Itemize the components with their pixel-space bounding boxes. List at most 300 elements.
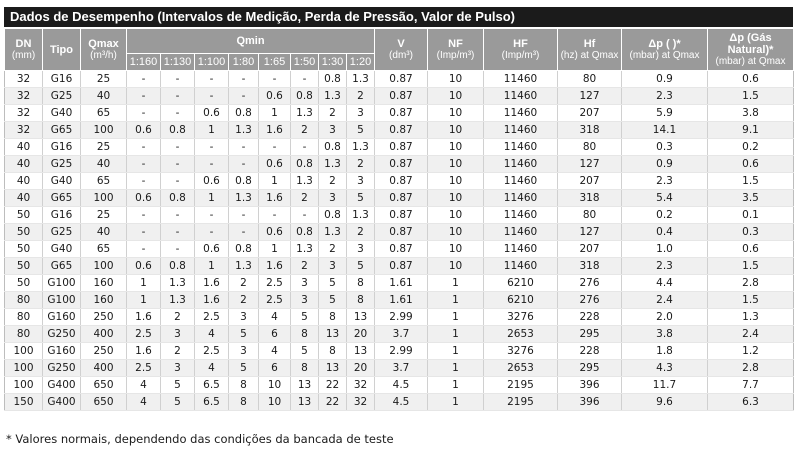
cell-pressure-loss: 3.8 <box>622 326 708 343</box>
cell-pressure-loss: 2.3 <box>622 258 708 275</box>
cell-v: 0.87 <box>375 156 428 173</box>
cell-v: 1.61 <box>375 292 428 309</box>
cell-qmin: - <box>259 71 291 88</box>
cell-qmin: 2.5 <box>127 360 161 377</box>
cell-qmin: - <box>291 139 319 156</box>
cell-pressure-loss-gas: 1.5 <box>708 88 794 105</box>
cell-qmin: - <box>195 224 229 241</box>
cell-tipo: G16 <box>43 139 81 156</box>
cell-tipo: G250 <box>43 360 81 377</box>
cell-hf-frequency: 207 <box>558 241 622 258</box>
table-row <box>5 343 794 360</box>
cell-qmin: 8 <box>229 394 259 411</box>
cell-hf-frequency: 207 <box>558 173 622 190</box>
cell-hf: 11460 <box>484 139 558 156</box>
cell-hf: 2195 <box>484 377 558 394</box>
cell-pressure-loss: 0.9 <box>622 156 708 173</box>
cell-tipo: G16 <box>43 207 81 224</box>
cell-nf: 1 <box>428 394 484 411</box>
table-row <box>5 394 794 411</box>
cell-pressure-loss: 0.3 <box>622 139 708 156</box>
cell-qmin: 1.3 <box>347 139 375 156</box>
cell-qmin: 8 <box>291 360 319 377</box>
cell-qmax: 100 <box>81 122 127 139</box>
header-nf: NF (Imp/m³) <box>428 29 484 71</box>
cell-qmin: 6 <box>259 360 291 377</box>
cell-dn: 50 <box>5 224 43 241</box>
cell-qmin: 4 <box>127 394 161 411</box>
cell-pressure-loss: 11.7 <box>622 377 708 394</box>
cell-qmin: 2 <box>319 241 347 258</box>
cell-qmax: 100 <box>81 258 127 275</box>
cell-tipo: G40 <box>43 105 81 122</box>
cell-qmin: 13 <box>347 343 375 360</box>
cell-dn: 80 <box>5 309 43 326</box>
cell-qmin: 5 <box>291 309 319 326</box>
cell-qmax: 25 <box>81 71 127 88</box>
cell-hf: 11460 <box>484 88 558 105</box>
cell-v: 0.87 <box>375 122 428 139</box>
cell-qmin: 1.3 <box>347 207 375 224</box>
cell-qmin: 1 <box>259 173 291 190</box>
header-qmin-ratio: 1:50 <box>291 54 319 71</box>
cell-qmin: 0.6 <box>127 258 161 275</box>
cell-qmin: - <box>127 88 161 105</box>
cell-pressure-loss-gas: 0.6 <box>708 156 794 173</box>
cell-qmin: - <box>195 71 229 88</box>
cell-qmin: 1.6 <box>127 343 161 360</box>
cell-hf: 3276 <box>484 343 558 360</box>
cell-hf-frequency: 318 <box>558 122 622 139</box>
cell-pressure-loss-gas: 0.1 <box>708 207 794 224</box>
cell-v: 0.87 <box>375 105 428 122</box>
cell-qmin: 3 <box>319 258 347 275</box>
cell-hf: 11460 <box>484 190 558 207</box>
cell-qmax: 160 <box>81 275 127 292</box>
cell-pressure-loss: 1.8 <box>622 343 708 360</box>
cell-qmin: 1.3 <box>229 190 259 207</box>
cell-qmin: 2 <box>161 309 195 326</box>
cell-pressure-loss: 5.4 <box>622 190 708 207</box>
cell-hf: 11460 <box>484 258 558 275</box>
cell-nf: 1 <box>428 292 484 309</box>
cell-tipo: G400 <box>43 394 81 411</box>
cell-hf-frequency: 127 <box>558 224 622 241</box>
table-row <box>5 88 794 105</box>
cell-qmin: 22 <box>319 394 347 411</box>
cell-qmin: 0.8 <box>319 139 347 156</box>
cell-pressure-loss-gas: 1.5 <box>708 292 794 309</box>
cell-hf: 11460 <box>484 241 558 258</box>
cell-nf: 10 <box>428 207 484 224</box>
cell-qmin: 2 <box>291 190 319 207</box>
cell-qmin: 5 <box>229 326 259 343</box>
cell-qmax: 400 <box>81 326 127 343</box>
cell-hf: 3276 <box>484 309 558 326</box>
cell-tipo: G25 <box>43 156 81 173</box>
cell-qmin: 2 <box>291 258 319 275</box>
cell-qmin: - <box>229 207 259 224</box>
header-qmax: Qmax (m³/h) <box>81 29 127 71</box>
cell-tipo: G25 <box>43 224 81 241</box>
cell-pressure-loss: 0.9 <box>622 71 708 88</box>
cell-hf-frequency: 207 <box>558 105 622 122</box>
cell-v: 3.7 <box>375 326 428 343</box>
cell-qmax: 65 <box>81 241 127 258</box>
cell-hf: 11460 <box>484 71 558 88</box>
cell-hf-frequency: 318 <box>558 258 622 275</box>
cell-qmin: 2.5 <box>195 343 229 360</box>
cell-hf: 6210 <box>484 275 558 292</box>
cell-tipo: G40 <box>43 241 81 258</box>
cell-hf-frequency: 80 <box>558 139 622 156</box>
cell-qmin: 22 <box>319 377 347 394</box>
cell-qmin: 0.6 <box>195 105 229 122</box>
cell-qmin: 20 <box>347 360 375 377</box>
cell-dn: 32 <box>5 122 43 139</box>
cell-qmin: - <box>259 139 291 156</box>
cell-qmax: 250 <box>81 309 127 326</box>
cell-qmin: 8 <box>319 309 347 326</box>
cell-nf: 10 <box>428 173 484 190</box>
cell-qmin: - <box>161 156 195 173</box>
cell-tipo: G40 <box>43 173 81 190</box>
cell-dn: 50 <box>5 207 43 224</box>
cell-qmin: 1.6 <box>259 258 291 275</box>
cell-nf: 10 <box>428 105 484 122</box>
cell-dn: 80 <box>5 326 43 343</box>
cell-qmin: 2 <box>161 343 195 360</box>
cell-qmin: 0.6 <box>127 190 161 207</box>
cell-qmin: 1 <box>127 292 161 309</box>
cell-qmin: 2 <box>347 224 375 241</box>
cell-qmax: 100 <box>81 190 127 207</box>
cell-hf: 11460 <box>484 122 558 139</box>
cell-hf-frequency: 127 <box>558 88 622 105</box>
cell-nf: 1 <box>428 343 484 360</box>
cell-qmin: 5 <box>161 377 195 394</box>
cell-pressure-loss-gas: 1.5 <box>708 258 794 275</box>
table-row <box>5 360 794 377</box>
cell-dn: 80 <box>5 292 43 309</box>
cell-hf: 2653 <box>484 360 558 377</box>
cell-nf: 10 <box>428 71 484 88</box>
cell-v: 4.5 <box>375 394 428 411</box>
cell-dn: 50 <box>5 275 43 292</box>
cell-qmin: 2.5 <box>127 326 161 343</box>
cell-qmin: 1 <box>195 258 229 275</box>
cell-tipo: G250 <box>43 326 81 343</box>
cell-qmax: 250 <box>81 343 127 360</box>
cell-v: 2.99 <box>375 343 428 360</box>
cell-qmin: 2.5 <box>195 309 229 326</box>
cell-dn: 40 <box>5 190 43 207</box>
cell-hf: 11460 <box>484 224 558 241</box>
cell-qmin: 0.6 <box>195 241 229 258</box>
cell-hf-frequency: 396 <box>558 377 622 394</box>
cell-qmax: 400 <box>81 360 127 377</box>
cell-hf: 11460 <box>484 156 558 173</box>
cell-qmax: 65 <box>81 105 127 122</box>
cell-qmin: 3 <box>347 241 375 258</box>
header-hf-frequency: Hf (hz) at Qmax <box>558 29 622 71</box>
cell-qmin: 1 <box>259 241 291 258</box>
cell-dn: 32 <box>5 105 43 122</box>
cell-qmax: 65 <box>81 173 127 190</box>
cell-qmin: 32 <box>347 394 375 411</box>
cell-hf-frequency: 80 <box>558 207 622 224</box>
cell-dn: 40 <box>5 139 43 156</box>
header-qmin-ratio: 1:30 <box>319 54 347 71</box>
header-pressure-loss: Δp ( )* (mbar) at Qmax <box>622 29 708 71</box>
cell-qmin: 13 <box>291 377 319 394</box>
header-tipo: Tipo <box>43 29 81 71</box>
cell-qmin: 8 <box>291 326 319 343</box>
cell-qmin: 1.3 <box>319 224 347 241</box>
cell-qmin: 13 <box>347 309 375 326</box>
cell-pressure-loss: 2.4 <box>622 292 708 309</box>
cell-qmin: 10 <box>259 394 291 411</box>
cell-qmin: 5 <box>347 258 375 275</box>
cell-qmin: 0.8 <box>161 258 195 275</box>
header-qmin-ratio: 1:80 <box>229 54 259 71</box>
cell-nf: 1 <box>428 377 484 394</box>
cell-pressure-loss: 2.3 <box>622 88 708 105</box>
table-row <box>5 139 794 156</box>
cell-tipo: G100 <box>43 275 81 292</box>
cell-qmin: 20 <box>347 326 375 343</box>
table-row <box>5 326 794 343</box>
cell-qmin: 1.3 <box>229 258 259 275</box>
cell-pressure-loss-gas: 1.5 <box>708 173 794 190</box>
cell-tipo: G65 <box>43 190 81 207</box>
cell-qmin: 1 <box>127 275 161 292</box>
cell-qmin: - <box>195 156 229 173</box>
cell-qmax: 650 <box>81 394 127 411</box>
cell-qmax: 40 <box>81 88 127 105</box>
table-body <box>5 71 794 411</box>
cell-qmin: 0.8 <box>161 190 195 207</box>
table-row <box>5 275 794 292</box>
cell-hf-frequency: 318 <box>558 190 622 207</box>
cell-qmin: 4 <box>195 360 229 377</box>
cell-qmin: 4 <box>127 377 161 394</box>
cell-qmin: 2.5 <box>259 292 291 309</box>
cell-qmin: - <box>127 105 161 122</box>
cell-qmax: 40 <box>81 224 127 241</box>
cell-nf: 1 <box>428 326 484 343</box>
cell-qmin: 3 <box>291 292 319 309</box>
cell-qmin: 13 <box>319 326 347 343</box>
cell-pressure-loss-gas: 1.2 <box>708 343 794 360</box>
cell-tipo: G25 <box>43 88 81 105</box>
cell-v: 1.61 <box>375 275 428 292</box>
cell-pressure-loss-gas: 6.3 <box>708 394 794 411</box>
cell-nf: 10 <box>428 190 484 207</box>
cell-dn: 32 <box>5 88 43 105</box>
cell-qmin: - <box>127 173 161 190</box>
cell-qmin: 2.5 <box>259 275 291 292</box>
table-row <box>5 224 794 241</box>
cell-dn: 50 <box>5 258 43 275</box>
cell-pressure-loss: 2.0 <box>622 309 708 326</box>
header-qmin-ratio: 1:100 <box>195 54 229 71</box>
cell-nf: 10 <box>428 224 484 241</box>
cell-qmin: 0.6 <box>259 224 291 241</box>
cell-pressure-loss-gas: 0.3 <box>708 224 794 241</box>
table-title: Dados de Desempenho (Intervalos de Medição, Perda de Pressão, Valor de Pulso) <box>4 7 793 27</box>
cell-hf-frequency: 295 <box>558 360 622 377</box>
cell-tipo: G400 <box>43 377 81 394</box>
cell-qmin: - <box>229 224 259 241</box>
cell-qmin: 0.6 <box>127 122 161 139</box>
cell-qmin: 0.8 <box>319 207 347 224</box>
cell-hf: 2653 <box>484 326 558 343</box>
cell-pressure-loss: 5.9 <box>622 105 708 122</box>
cell-dn: 32 <box>5 71 43 88</box>
table-row <box>5 71 794 88</box>
header-qmin-ratio: 1:20 <box>347 54 375 71</box>
cell-qmin: 1.6 <box>195 275 229 292</box>
table-row <box>5 156 794 173</box>
cell-qmin: - <box>161 105 195 122</box>
table-row <box>5 258 794 275</box>
cell-pressure-loss-gas: 2.8 <box>708 360 794 377</box>
cell-pressure-loss: 4.3 <box>622 360 708 377</box>
cell-qmin: - <box>195 88 229 105</box>
cell-qmin: 3 <box>161 326 195 343</box>
cell-hf: 2195 <box>484 394 558 411</box>
table-row <box>5 377 794 394</box>
cell-qmin: 4 <box>259 343 291 360</box>
cell-hf-frequency: 396 <box>558 394 622 411</box>
cell-pressure-loss-gas: 0.6 <box>708 241 794 258</box>
cell-qmin: - <box>127 156 161 173</box>
cell-v: 0.87 <box>375 88 428 105</box>
cell-tipo: G160 <box>43 343 81 360</box>
cell-dn: 50 <box>5 241 43 258</box>
cell-qmin: 0.6 <box>259 156 291 173</box>
cell-qmin: 4 <box>259 309 291 326</box>
table-row <box>5 309 794 326</box>
cell-hf-frequency: 276 <box>558 292 622 309</box>
cell-qmin: - <box>229 139 259 156</box>
cell-qmin: 8 <box>229 377 259 394</box>
cell-nf: 10 <box>428 258 484 275</box>
cell-v: 0.87 <box>375 139 428 156</box>
cell-qmin: 3 <box>229 343 259 360</box>
cell-hf: 6210 <box>484 292 558 309</box>
cell-qmin: - <box>195 207 229 224</box>
cell-qmin: 1.6 <box>259 190 291 207</box>
cell-qmin: 2 <box>319 173 347 190</box>
cell-qmin: - <box>127 224 161 241</box>
cell-qmin: 5 <box>229 360 259 377</box>
cell-qmin: 6.5 <box>195 377 229 394</box>
cell-qmin: 3 <box>347 105 375 122</box>
cell-nf: 10 <box>428 122 484 139</box>
cell-v: 4.5 <box>375 377 428 394</box>
cell-qmin: 1.3 <box>319 156 347 173</box>
cell-pressure-loss: 4.4 <box>622 275 708 292</box>
cell-pressure-loss: 0.2 <box>622 207 708 224</box>
cell-qmin: 1.3 <box>291 105 319 122</box>
cell-qmin: 0.8 <box>319 71 347 88</box>
cell-qmin: - <box>291 207 319 224</box>
cell-qmin: 5 <box>347 122 375 139</box>
cell-qmin: - <box>161 139 195 156</box>
cell-qmin: - <box>161 71 195 88</box>
cell-qmin: 0.8 <box>291 156 319 173</box>
cell-qmin: 1.3 <box>161 275 195 292</box>
cell-qmin: 13 <box>291 394 319 411</box>
cell-qmin: 8 <box>347 292 375 309</box>
cell-v: 3.7 <box>375 360 428 377</box>
cell-pressure-loss: 9.6 <box>622 394 708 411</box>
cell-qmin: - <box>229 88 259 105</box>
cell-hf-frequency: 295 <box>558 326 622 343</box>
cell-dn: 100 <box>5 377 43 394</box>
cell-nf: 1 <box>428 360 484 377</box>
cell-pressure-loss-gas: 9.1 <box>708 122 794 139</box>
header-qmin: Qmin <box>127 29 375 54</box>
cell-qmin: 5 <box>319 275 347 292</box>
cell-dn: 100 <box>5 360 43 377</box>
cell-qmin: 1.3 <box>347 71 375 88</box>
table-row <box>5 173 794 190</box>
cell-v: 0.87 <box>375 258 428 275</box>
cell-hf-frequency: 127 <box>558 156 622 173</box>
cell-v: 0.87 <box>375 207 428 224</box>
cell-qmin: 6.5 <box>195 394 229 411</box>
cell-qmax: 25 <box>81 139 127 156</box>
cell-qmin: 1 <box>195 190 229 207</box>
header-hf: HF (Imp/m³) <box>484 29 558 71</box>
cell-qmin: 1.3 <box>229 122 259 139</box>
cell-qmin: 0.8 <box>291 224 319 241</box>
cell-qmax: 40 <box>81 156 127 173</box>
cell-pressure-loss-gas: 0.6 <box>708 71 794 88</box>
cell-qmin: - <box>259 207 291 224</box>
cell-dn: 150 <box>5 394 43 411</box>
cell-hf: 11460 <box>484 207 558 224</box>
cell-qmax: 650 <box>81 377 127 394</box>
cell-qmin: 32 <box>347 377 375 394</box>
header-qmin-ratio: 1:65 <box>259 54 291 71</box>
cell-hf-frequency: 80 <box>558 71 622 88</box>
cell-qmin: - <box>127 139 161 156</box>
cell-hf: 11460 <box>484 173 558 190</box>
cell-nf: 1 <box>428 275 484 292</box>
header-pressure-loss-gas: Δp (Gás Natural)* (mbar) at Qmax <box>708 29 794 71</box>
cell-qmin: 0.8 <box>291 88 319 105</box>
cell-qmin: 4 <box>195 326 229 343</box>
cell-qmin: 8 <box>347 275 375 292</box>
cell-hf-frequency: 228 <box>558 309 622 326</box>
cell-hf-frequency: 276 <box>558 275 622 292</box>
cell-pressure-loss: 0.4 <box>622 224 708 241</box>
cell-qmin: 13 <box>319 360 347 377</box>
cell-pressure-loss: 2.3 <box>622 173 708 190</box>
cell-qmin: - <box>161 173 195 190</box>
cell-qmin: 1.3 <box>161 292 195 309</box>
performance-table <box>4 28 794 411</box>
header-qmin-ratio: 1:160 <box>127 54 161 71</box>
cell-qmin: 1.3 <box>291 241 319 258</box>
cell-pressure-loss-gas: 3.8 <box>708 105 794 122</box>
cell-qmin: 5 <box>291 343 319 360</box>
table-row <box>5 105 794 122</box>
